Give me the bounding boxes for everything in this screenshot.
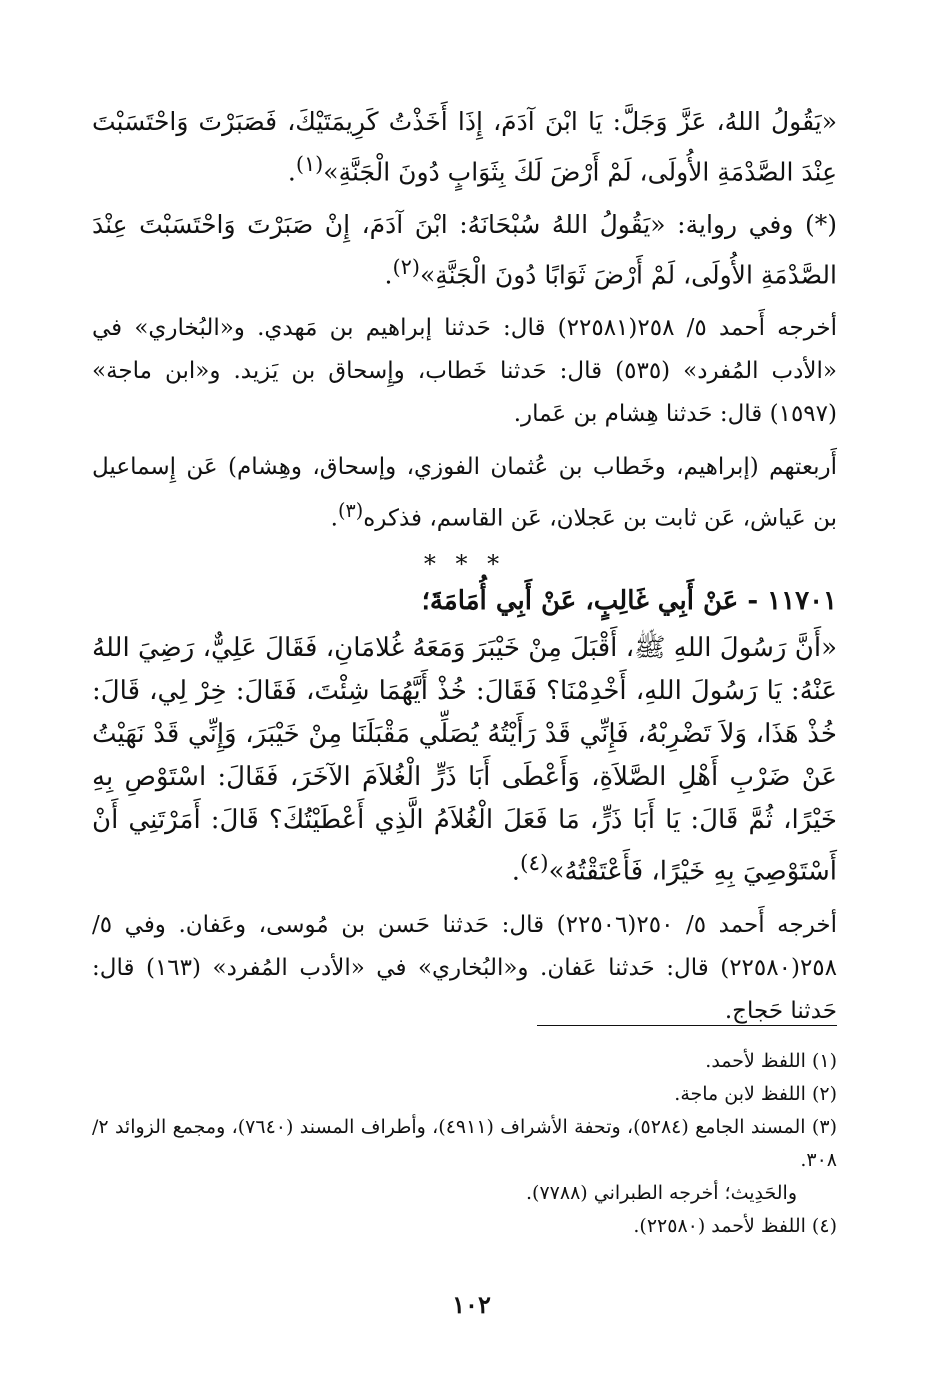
footnote-ref-2: (٢) [392,255,420,280]
footnote-3-continuation: والحَدِيث؛ أخرجه الطبراني (٧٧٨٨). [526,1182,797,1204]
page-number: ١٠٢ [452,1290,491,1319]
takhrij-1: أخرجه أَحمد ٥/ ٢٥٨(٢٢٥٨١) قال: حَدثنا إبراهيم بن مَهدي. و«البُخاري» في «الأدب المُفرد» (٥٣٥) قال: حَدثنا خَطاب، وإِسحاق بن يَزيد. و«ابن ماجة» (١٥٩٧) قال: حَدثنا هِشام بن عَمار. [92,314,837,427]
footnote-ref-4: (٤) [520,851,549,877]
footnotes [92,1045,837,1243]
hadith-text-2: «أَنَّ رَسُولَ اللهِ ﷺ، أَقْبَلَ مِنْ خَيْبَرَ وَمَعَهُ غُلامَانِ، فَقَالَ عَلِيٌّ، رَضِيَ اللهُ عَنْهُ: يَا رَسُولَ اللهِ، أَخْدِمْنَا؟ فَقَالَ: خُذْ أَيَّهُمَا شِئْتَ، فَقَالَ: خِرْ لِي، قَالَ: خُذْ هَذَا، وَلاَ تَضْرِبْهُ، فَإِنِّي قَدْ رَأَيْتُهُ يُصَلِّي مَقْبَلَنَا مِنْ خَيْبَرَ، وَإِنِّي قَدْ نَهَيْتُ عَنْ ضَرْبِ أَهْلِ الصَّلاَةِ، وَأَعْطَى أَبَا ذَرٍّ الْغُلاَمَ الآخَرَ، فَقَالَ: اسْتَوْصِ بِهِ خَيْرًا، ثُمَّ قَالَ: يَا أَبَا ذَرٍّ، مَا فَعَلَ الْغُلاَمُ الَّذِي أَعْطَيْتُكَ؟ قَالَ: أَمَرْتَنِي أَنْ أَسْتَوْصِيَ بِهِ خَيْرًا، فَأَعْتَقْتُهُ»$^{(٤)}$. [92,633,837,887]
variant-narration: (*) وفي رواية: «يَقُولُ اللهُ سُبْحَانَهُ: ابْنَ آدَمَ، إِنْ صَبَرْتَ وَاحْتَسَبْتَ عِنْدَ الصَّدْمَةِ الأُولَى، لَمْ أَرْضَ ثَوَابًا دُونَ الْجَنَّةِ»$^{(٢)}$. [92,210,837,290]
page [92,100,838,1237]
takhrij-2: أخرجه أَحمد ٥/ ٢٥٠(٢٢٥٠٦) قال: حَدثنا حَسن بن مُوسى، وعَفان. وفي ٥/ ٢٥٨(٢٢٥٨٠) قال: حَدثنا عَفان. و«البُخاري» في «الأدب المُفرد» (١٦٣) قال: حَدثنا حَجاج. [92,911,838,1024]
hadith-text-1: «يَقُولُ اللهُ، عَزَّ وَجَلَّ: يَا ابْنَ آدَمَ، إِذَا أَخَذْتُ كَرِيمَتَيْكَ، فَصَبَرْتَ وَاحْتَسَبْتَ عِنْدَ الصَّدْمَةِ الأُولَى، لَمْ أَرْضَ لَكَ بِثَوَابٍ دُونَ الْجَنَّةِ»$^{(١)}$. [92,107,837,187]
isnad-1-body: أَربعتهم (إبراهيم، وخَطاب بن عُثمان الفوزي، وإسحاق، وهِشام) عَن إِسماعيل بن عَياش، عَن ثابت بن عَجلان، عَن القاسم، فذكره [92,453,837,532]
hadith-heading: ١١٧٠١ - عَنْ أَبِي غَالِبٍ، عَنْ أَبِي أُمَامَةَ؛ [421,586,837,617]
footnote-1: (١) اللفظ لأحمد. [705,1050,837,1072]
footnote-3: (٣) المسند الجامع (٥٢٨٤)، وتحفة الأشراف (٤٩١١)، وأطراف المسند (٧٦٤٠)، ومجمع الزوائد ٢/ ٣٠٨. [92,1116,837,1171]
footnote-separator [537,1025,837,1026]
footnote-2: (٢) اللفظ لابن ماجة. [674,1083,837,1105]
footnote-ref-1: (١) [295,152,324,176]
footnote-ref-3: (٣) [337,498,364,522]
hadith-text-1-body: «يَقُولُ اللهُ، عَزَّ وَجَلَّ: يَا ابْنَ آدَمَ، إِذَا أَخَذْتُ كَرِيمَتَيْكَ، فَصَبَرْتَ وَاحْتَسَبْتَ عِنْدَ الصَّدْمَةِ الأُولَى، لَمْ أَرْضَ لَكَ بِثَوَابٍ دُونَ الْجَنَّةِ» [92,107,837,187]
hadith-text-2-body: «أَنَّ رَسُولَ اللهِ ﷺ، أَقْبَلَ مِنْ خَيْبَرَ وَمَعَهُ غُلامَانِ، فَقَالَ عَلِيٌّ، رَضِيَ اللهُ عَنْهُ: يَا رَسُولَ اللهِ، أَخْدِمْنَا؟ فَقَالَ: خُذْ أَيَّهُمَا شِئْتَ، فَقَالَ: خِرْ لِي، قَالَ: خُذْ هَذَا، وَلاَ تَضْرِبْهُ، فَإِنِّي قَدْ رَأَيْتُهُ يُصَلِّي مَقْبَلَنَا مِنْ خَيْبَرَ، وَإِنِّي قَدْ نَهَيْتُ عَنْ ضَرْبِ أَهْلِ الصَّلاَةِ، وَأَعْطَى أَبَا ذَرٍّ الْغُلاَمَ الآخَرَ، فَقَالَ: اسْتَوْصِ بِهِ خَيْرًا، ثُمَّ قَالَ: يَا أَبَا ذَرٍّ، مَا فَعَلَ الْغُلاَمُ الَّذِي أَعْطَيْتُكَ؟ قَالَ: أَمَرْتَنِي أَنْ أَسْتَوْصِيَ بِهِ خَيْرًا، فَأَعْتَقْتُهُ» [92,633,837,887]
footnote-4: (٤) اللفظ لأحمد (٢٢٥٨٠). [633,1215,837,1237]
main-text [92,100,837,1033]
isnad-1: أَربعتهم (إبراهيم، وخَطاب بن عُثمان الفوزي، وإسحاق، وهِشام) عَن إِسماعيل بن عَياش، عَن ثابت بن عَجلان، عَن القاسم، فذكره$^{(٣)}$. [92,453,837,532]
section-separator-stars: * * * [423,550,506,579]
variant-narration-body: (*) وفي رواية: «يَقُولُ اللهُ سُبْحَانَهُ: ابْنَ آدَمَ، إِنْ صَبَرْتَ وَاحْتَسَبْتَ عِنْدَ الصَّدْمَةِ الأُولَى، لَمْ أَرْضَ ثَوَابًا دُونَ الْجَنَّةِ» [92,210,837,290]
